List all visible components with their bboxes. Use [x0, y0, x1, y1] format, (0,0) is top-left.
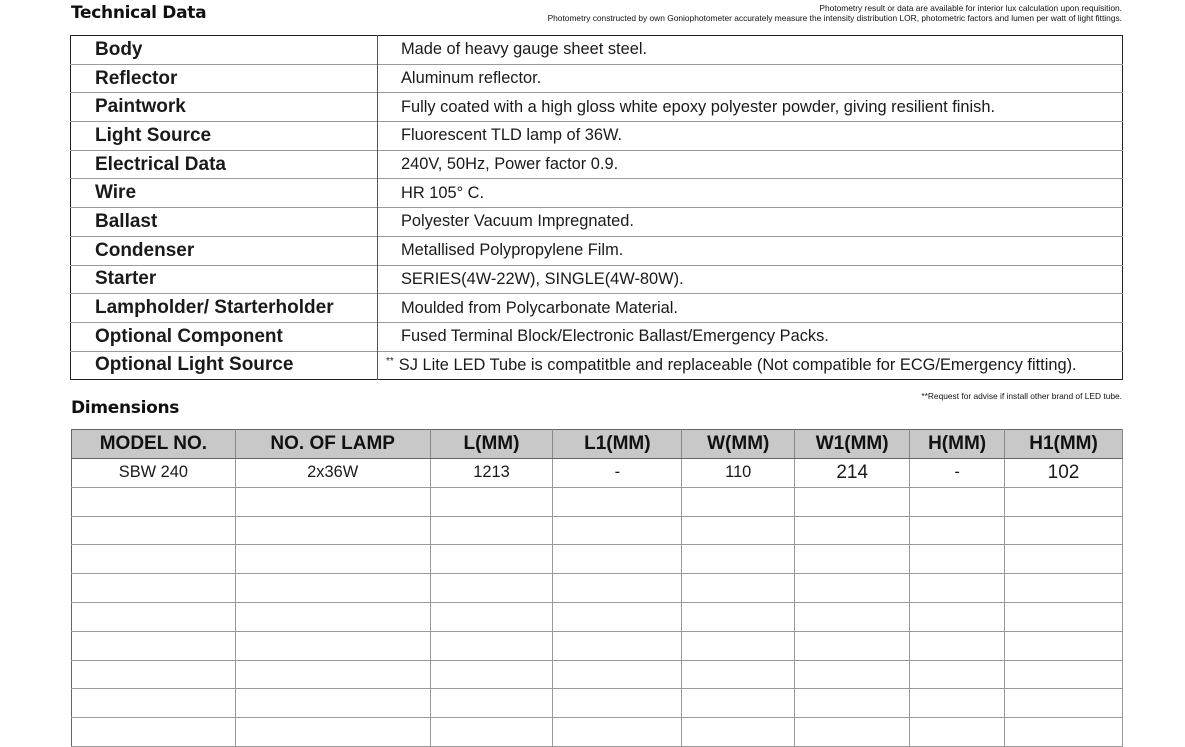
header-no-of-lamp: NO. OF LAMP: [235, 430, 430, 459]
header-w-mm: W(MM): [682, 430, 795, 459]
spec-value: SJ Lite LED Tube is compatitble and replaceable (Not compatible for ECG/Emergency fitting).: [398, 355, 1077, 374]
header-h-mm: H(MM): [910, 430, 1005, 459]
empty-table-row: [72, 631, 1123, 660]
spec-label: Reflector: [71, 64, 378, 93]
empty-table-row: [72, 516, 1123, 545]
spec-value: Made of heavy gauge sheet steel.: [401, 40, 648, 59]
spec-value: Moulded from Polycarbonate Material.: [378, 294, 1123, 323]
spec-row-electrical-data: [71, 150, 1123, 179]
spec-value: Fused Terminal Block/Electronic Ballast/Emergency Packs.: [378, 322, 1123, 351]
technical-data-title: Technical Data: [71, 3, 207, 23]
cell-h-mm: -: [910, 459, 1005, 488]
footnote-mark: **: [386, 355, 394, 367]
empty-table-row: [72, 574, 1123, 603]
spec-value: HR 105° C.: [378, 179, 1123, 208]
empty-table-row: [72, 689, 1123, 718]
spec-row-optional-light-source: [71, 351, 1123, 380]
cell-l1-mm: -: [553, 459, 682, 488]
spec-value: Polyester Vacuum Impregnated.: [378, 208, 1123, 237]
empty-table-row: [72, 718, 1123, 747]
cell-no-of-lamp: 2x36W: [235, 459, 430, 488]
empty-table-row: [72, 602, 1123, 631]
spec-label: Lampholder/ Starterholder: [71, 294, 378, 323]
empty-table-row: [72, 660, 1123, 689]
spec-label: Light Source: [71, 122, 378, 151]
table-row: [72, 459, 1123, 488]
empty-table-row: [72, 545, 1123, 574]
dimensions-table: [71, 429, 1123, 747]
header-l-mm: L(MM): [430, 430, 553, 459]
technical-data-table: [70, 35, 1123, 380]
photometry-note-line-2: Photometry constructed by own Goniophotometer accurately measure the intensity distribution LOR, photometric factors and lumen per watt of light fittings.: [547, 13, 1122, 23]
spec-label: Optional Light Source: [71, 351, 378, 380]
cell-l-mm: 1213: [430, 459, 553, 488]
spec-row-lampholder: [71, 294, 1123, 323]
spec-row-condenser: [71, 236, 1123, 265]
spec-label: Paintwork: [71, 93, 378, 122]
spec-label: Condenser: [71, 236, 378, 265]
spec-label: Electrical Data: [71, 150, 378, 179]
photometry-note-line-1: Photometry result or data are available for interior lux calculation upon requisition.: [819, 3, 1122, 13]
spec-row-reflector: [71, 64, 1123, 93]
empty-table-row: [72, 487, 1123, 516]
header-w1-mm: W1(MM): [795, 430, 910, 459]
spec-value: Metallised Polypropylene Film.: [378, 236, 1123, 265]
spec-label: Body: [71, 36, 378, 65]
spec-value: SERIES(4W-22W), SINGLE(4W-80W).: [378, 265, 1123, 294]
spec-label: Ballast: [71, 208, 378, 237]
spec-row-light-source: [71, 122, 1123, 151]
dimensions-title: Dimensions: [71, 398, 180, 418]
cell-model-no: SBW 240: [72, 459, 236, 488]
spec-label: Starter: [71, 265, 378, 294]
spec-value: Fluorescent TLD lamp of 36W.: [378, 122, 1123, 151]
cell-w1-mm: 214: [795, 459, 910, 488]
spec-label: Wire: [71, 179, 378, 208]
header-h1-mm: H1(MM): [1005, 430, 1123, 459]
led-tube-note: **Request for advise if install other brand of LED tube.: [921, 391, 1122, 401]
dimensions-header-row: [72, 430, 1123, 459]
spec-row-ballast: [71, 208, 1123, 237]
header-model-no: MODEL NO.: [72, 430, 236, 459]
spec-value: Aluminum reflector.: [378, 64, 1123, 93]
cell-w-mm: 110: [682, 459, 795, 488]
spec-row-wire: [71, 179, 1123, 208]
spec-row-optional-component: [71, 322, 1123, 351]
spec-label: Optional Component: [71, 322, 378, 351]
spec-value: Fully coated with a high gloss white epoxy polyester powder, giving resilient finish.: [378, 93, 1123, 122]
cell-h1-mm: 102: [1005, 459, 1123, 488]
spec-value-cell: [378, 351, 1123, 380]
spec-row-paintwork: [71, 93, 1123, 122]
spec-value: 240V, 50Hz, Power factor 0.9.: [378, 150, 1123, 179]
spec-row-body: [71, 36, 1123, 65]
header-l1-mm: L1(MM): [553, 430, 682, 459]
spec-row-starter: [71, 265, 1123, 294]
